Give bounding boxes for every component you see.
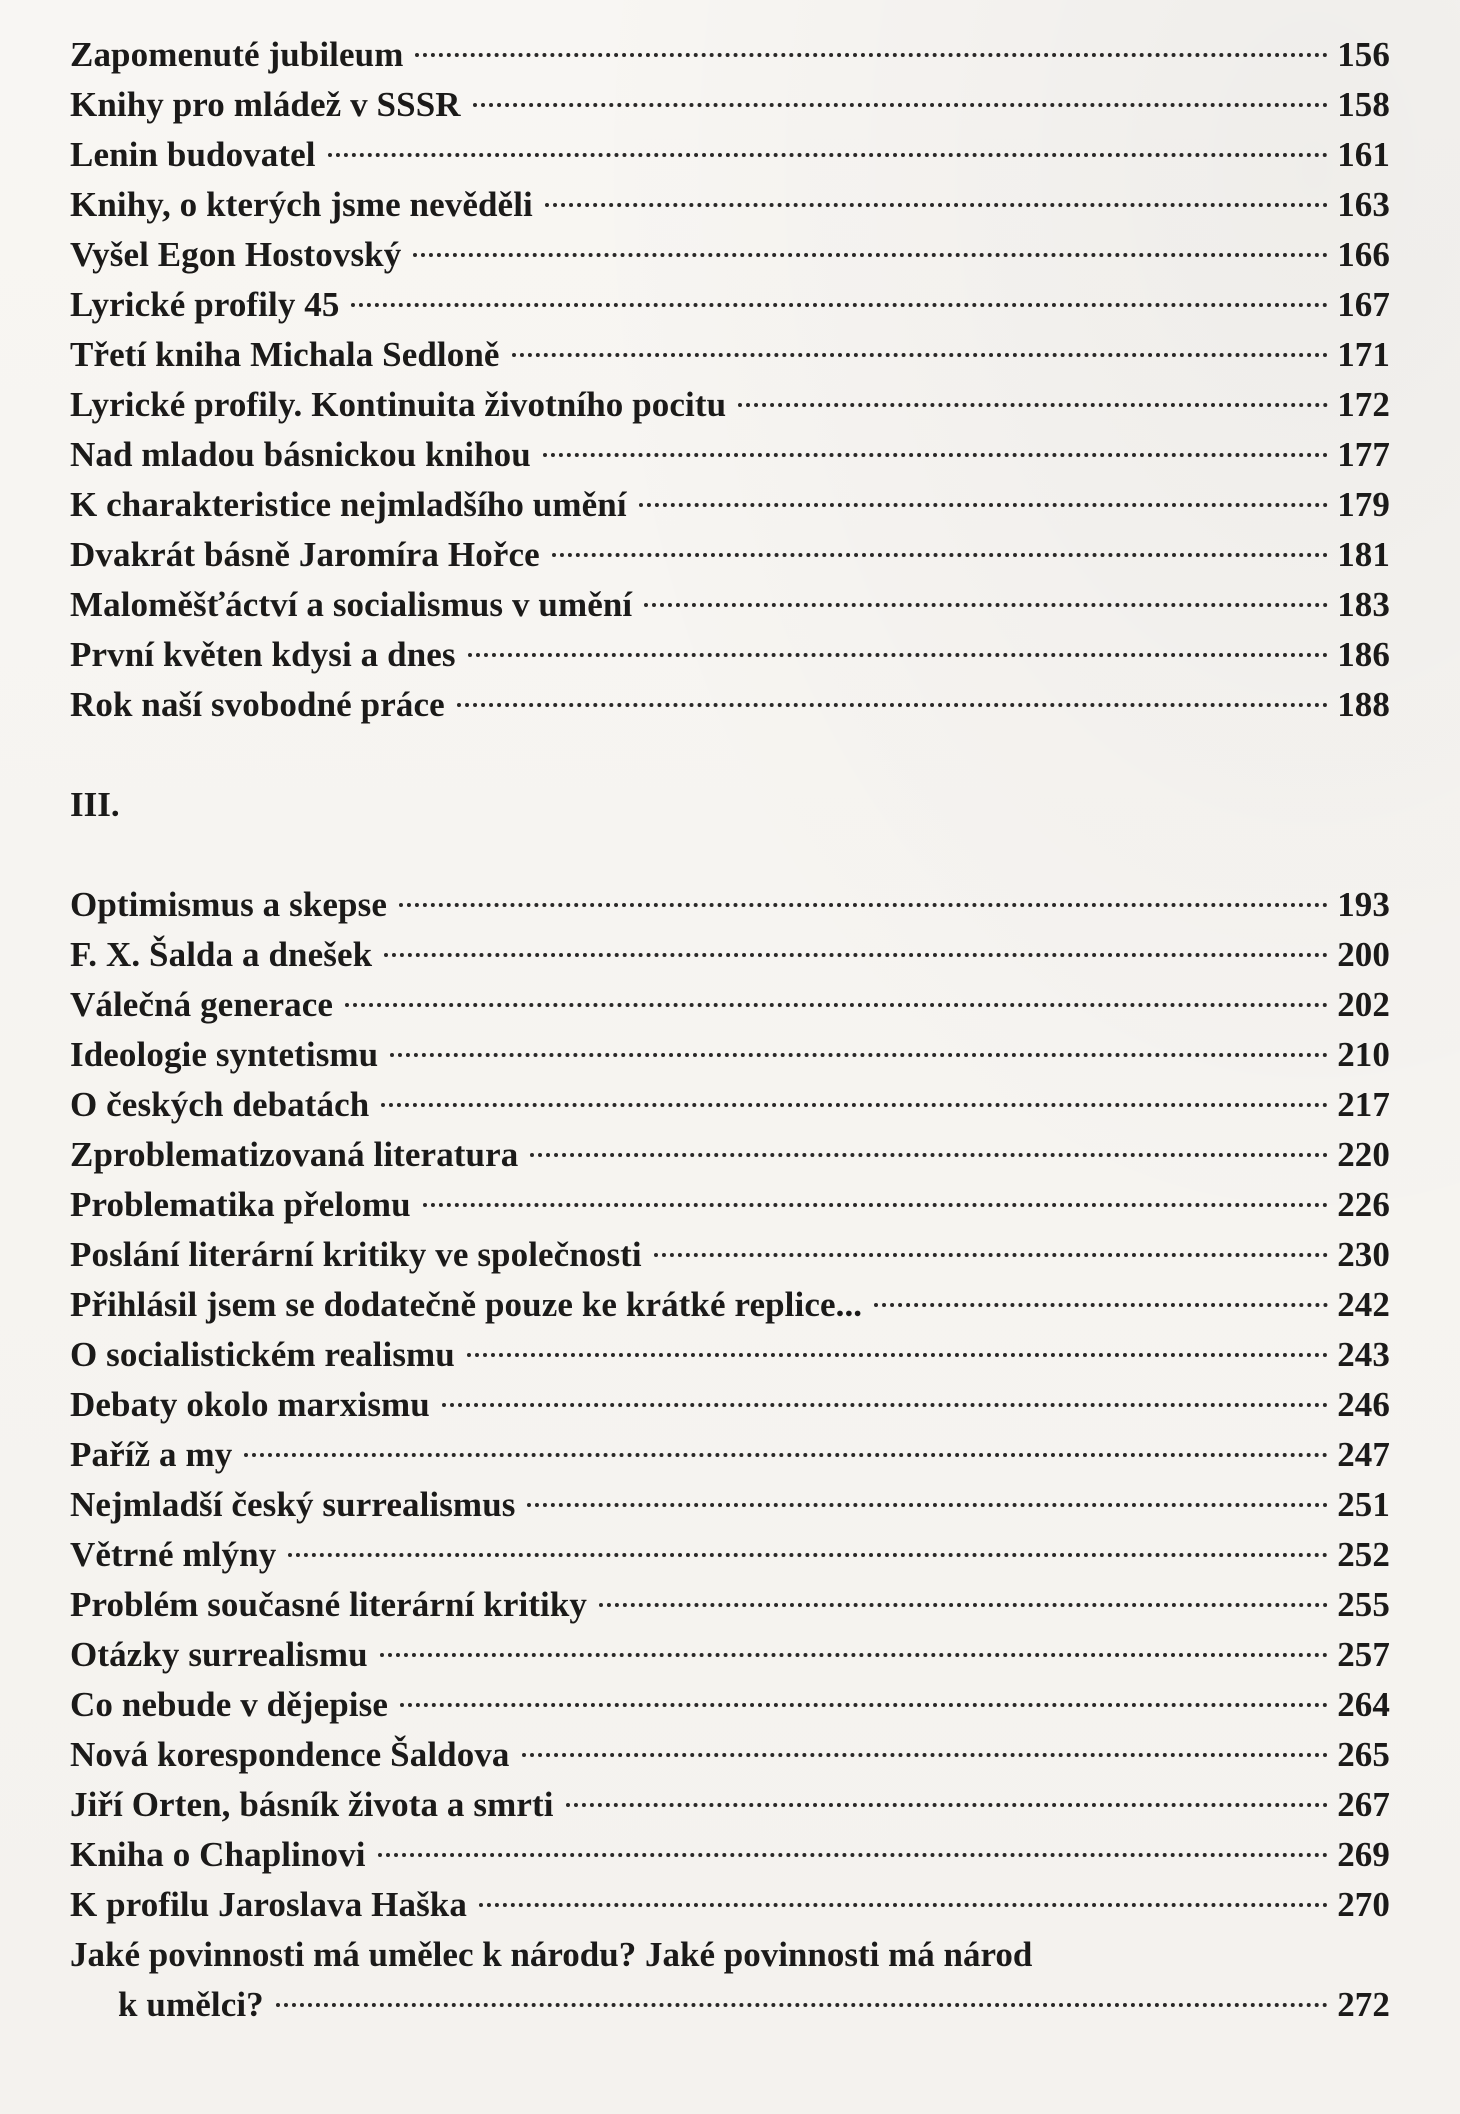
leader-dots <box>380 1653 1328 1657</box>
toc-entry <box>70 280 1390 330</box>
toc-page-number: 272 <box>1337 1985 1390 2024</box>
toc-page-number: 243 <box>1337 1335 1390 1374</box>
toc-entry-title: Optimismus a skepse <box>70 885 387 924</box>
toc-entry <box>70 1330 1390 1380</box>
toc-entry <box>70 1130 1390 1180</box>
toc-page-number: 156 <box>1337 35 1390 74</box>
section-heading: III. <box>70 785 120 824</box>
toc-page-number: 257 <box>1337 1635 1390 1674</box>
toc-page-number: 200 <box>1337 935 1390 974</box>
toc-page-number: 183 <box>1337 585 1390 624</box>
leader-dots <box>599 1603 1328 1607</box>
toc-entry <box>70 1580 1390 1630</box>
toc-page-number: 188 <box>1337 685 1390 724</box>
toc-entry-title: Vyšel Egon Hostovský <box>70 235 402 274</box>
toc-entry-title: Maloměšťáctví a socialismus v umění <box>70 585 633 624</box>
toc-entry-title: Co nebude v dějepise <box>70 1685 388 1724</box>
leader-dots <box>566 1803 1328 1807</box>
toc-entry <box>70 1280 1390 1330</box>
toc-entry <box>70 1380 1390 1430</box>
leader-dots <box>512 353 1328 357</box>
toc-page-number: 193 <box>1337 885 1390 924</box>
toc-entry-title: Nad mladou básnickou knihou <box>70 435 531 474</box>
toc-entry <box>70 930 1390 980</box>
leader-dots <box>276 2003 1328 2007</box>
toc-page-number: 264 <box>1337 1685 1390 1724</box>
toc-entry-title: Lenin budovatel <box>70 135 316 174</box>
toc-page-number: 242 <box>1337 1285 1390 1324</box>
leader-dots <box>543 453 1328 457</box>
leader-dots <box>874 1303 1328 1307</box>
toc-entry <box>70 1430 1390 1480</box>
toc-entry <box>70 630 1390 680</box>
toc-page-number: 251 <box>1337 1485 1390 1524</box>
leader-dots <box>423 1203 1328 1207</box>
toc-entry-title: Debaty okolo marxismu <box>70 1385 430 1424</box>
toc-entry-title: Otázky surrealismu <box>70 1635 368 1674</box>
toc-entry-title-line1: Jaké povinnosti má umělec k národu? Jaké povinnosti má národ <box>70 1935 1033 1974</box>
leader-dots <box>400 1703 1328 1707</box>
leader-dots <box>413 253 1328 257</box>
toc-page-number: 220 <box>1337 1135 1390 1174</box>
toc-entry <box>70 1530 1390 1580</box>
toc-entry <box>70 1630 1390 1680</box>
leader-dots <box>288 1553 1328 1557</box>
toc-entry <box>70 430 1390 480</box>
toc-page-number: 247 <box>1337 1435 1390 1474</box>
leader-dots <box>378 1853 1328 1857</box>
toc-entry <box>70 1830 1390 1880</box>
leader-dots <box>442 1403 1328 1407</box>
toc-entry <box>70 130 1390 180</box>
toc-entry-title: Knihy pro mládež v SSSR <box>70 85 461 124</box>
leader-dots <box>390 1053 1328 1057</box>
toc-page-number: 172 <box>1337 385 1390 424</box>
toc-entry-title: Zproblematizovaná literatura <box>70 1135 519 1174</box>
toc-page-number: 252 <box>1337 1535 1390 1574</box>
toc-entry <box>70 480 1390 530</box>
toc-entry <box>70 1780 1390 1830</box>
toc-page-number: 179 <box>1337 485 1390 524</box>
toc-entry <box>70 1730 1390 1780</box>
toc-page-number: 210 <box>1337 1035 1390 1074</box>
leader-dots <box>467 1353 1328 1357</box>
toc-entry-title: Přihlásil jsem se dodatečně pouze ke krátké replice... <box>70 1285 863 1324</box>
leader-dots <box>384 953 1328 957</box>
toc-entry-title: Zapomenuté jubileum <box>70 35 404 74</box>
leader-dots <box>644 603 1328 607</box>
toc-page-number: 217 <box>1337 1085 1390 1124</box>
toc-page-number: 161 <box>1337 135 1390 174</box>
leader-dots <box>522 1753 1328 1757</box>
toc-entry-title: Kniha o Chaplinovi <box>70 1835 366 1874</box>
toc-entry <box>70 880 1390 930</box>
toc-entry <box>70 1030 1390 1080</box>
toc-entry <box>70 1480 1390 1530</box>
toc-entry-title: Nejmladší český surrealismus <box>70 1485 516 1524</box>
toc-entry-title: K profilu Jaroslava Haška <box>70 1885 467 1924</box>
leader-dots <box>468 653 1328 657</box>
leader-dots <box>527 1503 1328 1507</box>
toc-entry-multiline <box>70 1930 1390 2030</box>
toc-group-1 <box>70 30 1390 730</box>
leader-dots <box>479 1903 1328 1907</box>
toc-entry <box>70 180 1390 230</box>
toc-page-number: 163 <box>1337 185 1390 224</box>
leader-dots <box>639 503 1328 507</box>
leader-dots <box>738 403 1328 407</box>
toc-entry <box>70 680 1390 730</box>
leader-dots <box>457 703 1328 707</box>
toc-entry <box>70 1080 1390 1130</box>
toc-entry-title: Ideologie syntetismu <box>70 1035 379 1074</box>
toc-page-number: 167 <box>1337 285 1390 324</box>
toc-entry-title: O socialistickém realismu <box>70 1335 455 1374</box>
toc-page-number: 166 <box>1337 235 1390 274</box>
toc-page-number: 158 <box>1337 85 1390 124</box>
toc-entry-title: Lyrické profily 45 <box>70 285 340 324</box>
toc-entry-title: Poslání literární kritiky ve společnosti <box>70 1235 642 1274</box>
toc-page-number: 226 <box>1337 1185 1390 1224</box>
toc-page-number: 255 <box>1337 1585 1390 1624</box>
toc-group-2 <box>70 880 1390 1930</box>
toc-entry <box>70 380 1390 430</box>
toc-entry <box>70 80 1390 130</box>
toc-page-number: 230 <box>1337 1235 1390 1274</box>
toc-entry-title: O českých debatách <box>70 1085 370 1124</box>
toc-entry-title: Válečná generace <box>70 985 334 1024</box>
leader-dots <box>345 1003 1328 1007</box>
leader-dots <box>552 553 1328 557</box>
toc-page-number: 181 <box>1337 535 1390 574</box>
toc-page-number: 269 <box>1337 1835 1390 1874</box>
toc-entry <box>70 230 1390 280</box>
toc-entry-line2 <box>70 1980 1390 2030</box>
toc-entry-title: Problematika přelomu <box>70 1185 411 1224</box>
toc-entry-title: Dvakrát básně Jaromíra Hořce <box>70 535 540 574</box>
toc-entry <box>70 30 1390 80</box>
toc-page-number: 186 <box>1337 635 1390 674</box>
toc-entry-title: Třetí kniha Michala Sedloně <box>70 335 500 374</box>
toc-page-number: 177 <box>1337 435 1390 474</box>
toc-entry <box>70 1230 1390 1280</box>
toc-page-number: 246 <box>1337 1385 1390 1424</box>
toc-entry <box>70 330 1390 380</box>
leader-dots <box>473 103 1328 107</box>
toc-page-number: 267 <box>1337 1785 1390 1824</box>
leader-dots <box>351 303 1328 307</box>
toc-entry <box>70 1180 1390 1230</box>
toc-entry-title: Lyrické profily. Kontinuita životního pocitu <box>70 385 727 424</box>
toc-entry-title: Jiří Orten, básník života a smrti <box>70 1785 554 1824</box>
leader-dots <box>328 153 1328 157</box>
toc-entry <box>70 980 1390 1030</box>
toc-page-number: 265 <box>1337 1735 1390 1774</box>
toc-entry-title: Paříž a my <box>70 1435 233 1474</box>
toc-entry-title: Nová korespondence Šaldova <box>70 1735 510 1774</box>
toc-entry <box>70 1880 1390 1930</box>
leader-dots <box>530 1153 1328 1157</box>
toc-entry <box>70 1680 1390 1730</box>
toc-entry-title: Větrné mlýny <box>70 1535 277 1574</box>
toc-entry-title: F. X. Šalda a dnešek <box>70 935 373 974</box>
toc-page-number: 270 <box>1337 1885 1390 1924</box>
toc-page-number: 171 <box>1337 335 1390 374</box>
toc-entry-title: K charakteristice nejmladšího umění <box>70 485 627 524</box>
toc-entry-title: Rok naší svobodné práce <box>70 685 445 724</box>
leader-dots <box>545 203 1328 207</box>
leader-dots <box>415 53 1328 57</box>
toc-entry-title-line2: k umělci? <box>118 1985 264 2024</box>
toc-entry-title: Knihy, o kterých jsme nevěděli <box>70 185 533 224</box>
table-of-contents <box>70 30 1390 2030</box>
leader-dots <box>399 903 1328 907</box>
toc-entry-title: Problém současné literární kritiky <box>70 1585 588 1624</box>
toc-entry-title: První květen kdysi a dnes <box>70 635 456 674</box>
leader-dots <box>654 1253 1328 1257</box>
toc-entry <box>70 580 1390 630</box>
toc-entry <box>70 530 1390 580</box>
toc-page-number: 202 <box>1337 985 1390 1024</box>
leader-dots <box>381 1103 1328 1107</box>
leader-dots <box>244 1453 1328 1457</box>
